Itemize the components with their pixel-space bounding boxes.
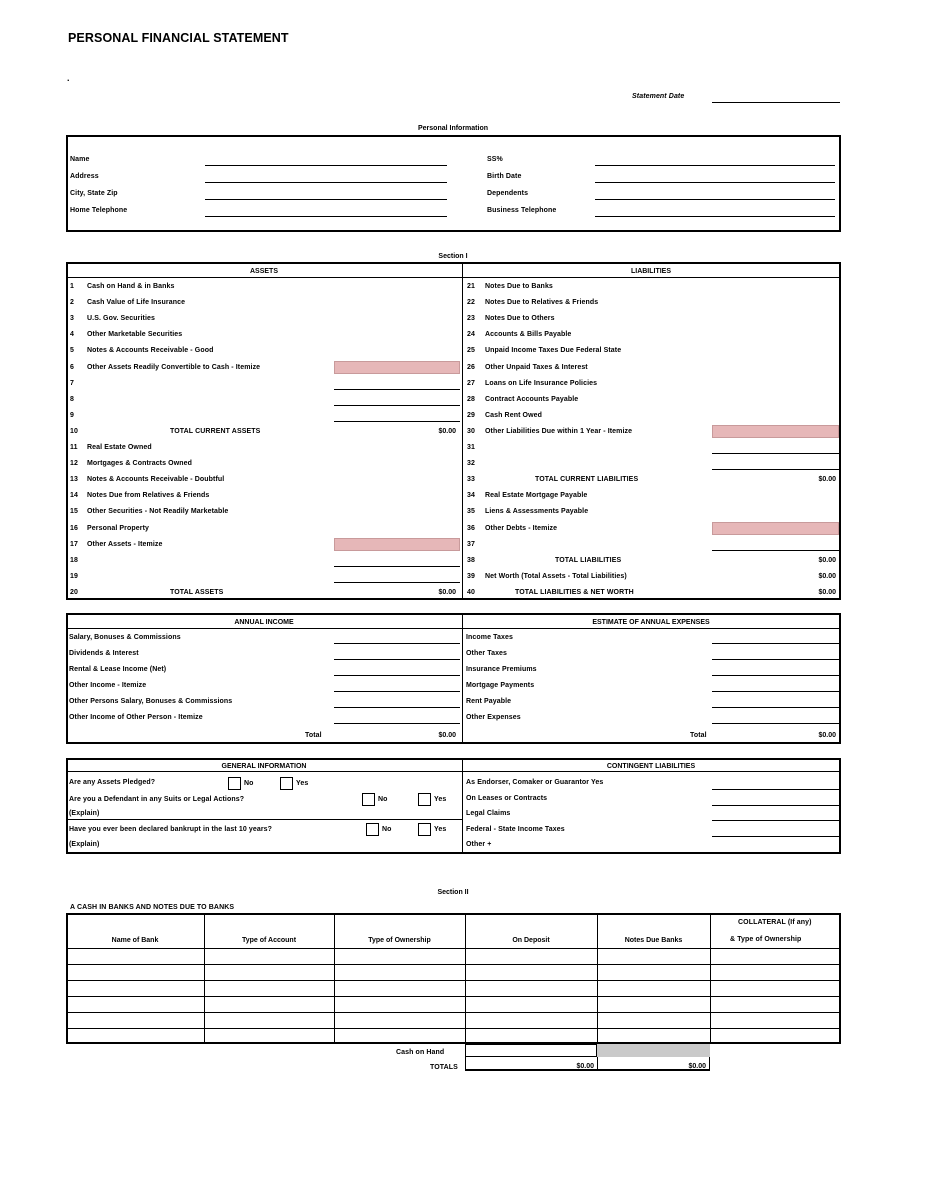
banks-cell[interactable] (335, 981, 464, 995)
asset-row-number: 3 (70, 315, 74, 322)
banks-cell[interactable] (205, 1029, 333, 1043)
banks-cell[interactable] (205, 981, 333, 995)
section-2-subtitle: A CASH IN BANKS AND NOTES DUE TO BANKS (70, 904, 235, 911)
income-header-rule (66, 628, 841, 629)
asset-row-number: 19 (70, 573, 78, 580)
banks-cell[interactable] (598, 1029, 709, 1043)
income-item-label: Other Persons Salary, Bonuses & Commissions (69, 698, 233, 705)
banks-cell[interactable] (466, 949, 596, 963)
asset-row-label: TOTAL ASSETS (170, 589, 224, 596)
asset-row-label: Other Marketable Securities (87, 331, 183, 338)
personal-left-label: Home Telephone (70, 207, 128, 214)
liability-row-label: Net Worth (Total Assets - Total Liabilities) (485, 573, 627, 580)
personal-right-label: SS% (487, 156, 503, 163)
personal-left-field[interactable] (205, 216, 447, 217)
bankrupt-no-label: No (382, 826, 392, 833)
liability-row-label: Other Liabilities Due within 1 Year - Itemize (485, 428, 633, 435)
banks-cell[interactable] (67, 965, 203, 979)
q-assets-pledged: Are any Assets Pledged? (69, 779, 156, 786)
general-rule-1 (66, 819, 462, 820)
collateral-header-2: & Type of Ownership (730, 936, 802, 943)
banks-cell[interactable] (711, 997, 840, 1011)
total-liab-networth-value: $0.00 (818, 589, 836, 596)
asset-row-label: Notes Due from Relatives & Friends (87, 492, 210, 499)
annual-income-header: ANNUAL INCOME (234, 619, 294, 626)
banks-col-header: Type of Ownership (368, 937, 431, 944)
totals-label: TOTALS (430, 1064, 458, 1071)
total-liabilities-value: $0.00 (818, 557, 836, 564)
liability-row-number: 26 (467, 364, 475, 371)
asset-row-label: Other Assets - Itemize (87, 541, 163, 548)
asset-row-number: 5 (70, 347, 74, 354)
defendant-yes-label: Yes (434, 796, 447, 803)
asset-row-number: 10 (70, 428, 78, 435)
personal-right-label: Business Telephone (487, 207, 557, 214)
asset-row-number: 15 (70, 508, 78, 515)
banks-cell[interactable] (711, 965, 840, 979)
total-assets-value: $0.00 (438, 589, 456, 596)
banks-cell[interactable] (598, 965, 709, 979)
personal-right-field[interactable] (595, 165, 835, 166)
liability-row-label: Contract Accounts Payable (485, 396, 579, 403)
banks-cell[interactable] (67, 997, 203, 1011)
liability-row-number: 28 (467, 396, 475, 403)
pledged-no-checkbox[interactable] (228, 777, 241, 790)
asset-row-number: 8 (70, 396, 74, 403)
total-notes-due-banks: $0.00 (688, 1063, 706, 1070)
banks-cell[interactable] (466, 965, 596, 979)
banks-cell[interactable] (67, 1013, 203, 1027)
banks-cell[interactable] (466, 997, 596, 1011)
section-2-title: Section II (437, 889, 469, 896)
banks-cell[interactable] (335, 965, 464, 979)
liability-value-line[interactable] (712, 469, 839, 470)
liability-row-number: 34 (467, 492, 475, 499)
banks-col-header: Notes Due Banks (624, 937, 683, 944)
personal-right-field[interactable] (595, 216, 835, 217)
banks-cell[interactable] (335, 997, 464, 1011)
asset-value-line[interactable] (334, 405, 460, 406)
banks-cell[interactable] (711, 1029, 840, 1043)
totals-divider (597, 1057, 598, 1071)
liability-row-number: 25 (467, 347, 475, 354)
asset-row-label: Notes & Accounts Receivable - Doubtful (87, 476, 225, 483)
liability-row-label: TOTAL CURRENT LIABILITIES (535, 476, 639, 483)
liability-row-number: 24 (467, 331, 475, 338)
asset-row-number: 7 (70, 380, 74, 387)
statement-date-field[interactable] (712, 102, 840, 103)
liability-row-number: 37 (467, 541, 475, 548)
income-total-value: $0.00 (438, 732, 456, 739)
liability-row-label: Unpaid Income Taxes Due Federal State (485, 347, 622, 354)
section-1-title: Section I (438, 253, 468, 260)
banks-cell[interactable] (67, 949, 203, 963)
asset-row-label: Other Securities - Not Readily Marketable (87, 508, 229, 515)
banks-col-header: Name of Bank (111, 937, 159, 944)
personal-right-label: Dependents (487, 190, 529, 197)
income-item-label: Dividends & Interest (69, 650, 139, 657)
expense-item-label: Insurance Premiums (466, 666, 537, 673)
asset-row-label: Cash Value of Life Insurance (87, 299, 186, 306)
expense-item-label: Income Taxes (466, 634, 513, 641)
total-current-assets-value: $0.00 (438, 428, 456, 435)
income-item-field[interactable] (334, 691, 460, 692)
liability-row-label: Loans on Life Insurance Policies (485, 380, 598, 387)
stray-mark: . (67, 73, 70, 83)
banks-cell[interactable] (598, 1013, 709, 1027)
liability-row-number: 38 (467, 557, 475, 564)
liability-30-input[interactable] (712, 425, 839, 438)
contingent-item-field[interactable] (712, 805, 839, 806)
net-worth-value: $0.00 (818, 573, 836, 580)
total-current-liabilities-value: $0.00 (818, 476, 836, 483)
liability-row-number: 31 (467, 444, 475, 451)
liability-row-number: 36 (467, 525, 475, 532)
banks-cell[interactable] (466, 981, 596, 995)
asset-row-label: TOTAL CURRENT ASSETS (170, 428, 261, 435)
income-item-field[interactable] (334, 675, 460, 676)
asset-row-number: 4 (70, 331, 74, 338)
liability-row-number: 35 (467, 508, 475, 515)
contingent-item-field[interactable] (712, 820, 839, 821)
q-defendant: Are you a Defendant in any Suits or Legal Actions? (69, 796, 245, 803)
income-item-field[interactable] (334, 643, 460, 644)
banks-cell[interactable] (67, 981, 203, 995)
personal-left-field[interactable] (205, 182, 447, 183)
general-info-header: GENERAL INFORMATION (221, 763, 307, 770)
contingent-item-label: As Endorser, Comaker or Guarantor Yes (466, 779, 604, 786)
personal-right-field[interactable] (595, 199, 835, 200)
banks-cell[interactable] (598, 949, 709, 963)
banks-cell[interactable] (205, 965, 333, 979)
liability-row-number: 33 (467, 476, 475, 483)
expense-item-label: Rent Payable (466, 698, 512, 705)
defendant-no-label: No (378, 796, 388, 803)
personal-left-label: Address (70, 173, 99, 180)
cash-on-hand-label: Cash on Hand (396, 1049, 445, 1056)
asset-value-line[interactable] (334, 566, 460, 567)
banks-col-header: Type of Account (241, 937, 297, 944)
asset-17-input[interactable] (334, 538, 460, 551)
liability-row-label: Notes Due to Banks (485, 283, 553, 290)
personal-left-label: City, State Zip (70, 190, 118, 197)
asset-row-number: 14 (70, 492, 78, 499)
contingent-item-label: Legal Claims (466, 810, 511, 817)
document-title: PERSONAL FINANCIAL STATEMENT (68, 31, 289, 45)
general-header-rule (66, 771, 841, 772)
banks-cell[interactable] (466, 1013, 596, 1027)
bankrupt-yes-checkbox[interactable] (418, 823, 431, 836)
asset-row-number: 2 (70, 299, 74, 306)
asset-row-number: 9 (70, 412, 74, 419)
asset-value-line[interactable] (334, 421, 460, 422)
liability-row-label: TOTAL LIABILITIES (555, 557, 622, 564)
income-item-label: Rental & Lease Income (Net) (69, 666, 167, 673)
asset-row-number: 13 (70, 476, 78, 483)
personal-info-box (66, 135, 841, 232)
income-item-field[interactable] (334, 707, 460, 708)
liability-row-number: 22 (467, 299, 475, 306)
personal-left-label: Name (70, 156, 90, 163)
expense-item-field[interactable] (712, 707, 839, 708)
general-contingent-box (66, 758, 841, 854)
annual-expenses-header: ESTIMATE OF ANNUAL EXPENSES (592, 619, 710, 626)
section-1-header-rule (66, 277, 841, 278)
banks-cell[interactable] (598, 997, 709, 1011)
asset-row-label: Mortgages & Contracts Owned (87, 460, 192, 467)
asset-row-label: Real Estate Owned (87, 444, 152, 451)
asset-row-number: 20 (70, 589, 78, 596)
banks-cell[interactable] (335, 949, 464, 963)
contingent-item-label: On Leases or Contracts (466, 795, 548, 802)
contingent-item-field[interactable] (712, 789, 839, 790)
bankrupt-yes-label: Yes (434, 826, 447, 833)
liability-row-label: Other Unpaid Taxes & Interest (485, 364, 588, 371)
liability-row-label: Notes Due to Relatives & Friends (485, 299, 599, 306)
liability-row-label: Cash Rent Owed (485, 412, 543, 419)
liability-row-label: Real Estate Mortgage Payable (485, 492, 588, 499)
expense-item-label: Other Expenses (466, 714, 521, 721)
asset-row-number: 6 (70, 364, 74, 371)
income-expenses-box (66, 613, 841, 744)
liability-row-label: TOTAL LIABILITIES & NET WORTH (515, 589, 634, 596)
expenses-total-label: Total (690, 732, 707, 739)
income-item-field[interactable] (334, 723, 460, 724)
banks-cell[interactable] (335, 1013, 464, 1027)
asset-row-label: Cash on Hand & in Banks (87, 283, 175, 290)
liability-row-label: Other Debts - Itemize (485, 525, 558, 532)
bankrupt-explain: (Explain) (69, 841, 100, 848)
personal-info-header: Personal Information (417, 125, 488, 132)
total-on-deposit: $0.00 (576, 1063, 594, 1070)
banks-cell[interactable] (205, 949, 333, 963)
asset-row-number: 11 (70, 444, 78, 451)
expense-item-field[interactable] (712, 659, 839, 660)
banks-cell[interactable] (598, 981, 709, 995)
defendant-yes-checkbox[interactable] (418, 793, 431, 806)
income-item-label: Other Income of Other Person - Itemize (69, 714, 203, 721)
expenses-total-value: $0.00 (818, 732, 836, 739)
general-contingent-divider (462, 758, 463, 854)
asset-row-number: 18 (70, 557, 78, 564)
asset-6-input[interactable] (334, 361, 460, 374)
liability-row-number: 27 (467, 380, 475, 387)
section-1-divider (462, 262, 463, 600)
contingent-item-label: Federal - State Income Taxes (466, 826, 565, 833)
liability-value-line[interactable] (712, 453, 839, 454)
cash-on-hand-notes-shaded (597, 1044, 710, 1057)
banks-cell[interactable] (205, 997, 333, 1011)
asset-value-line[interactable] (334, 582, 460, 583)
liability-row-label: Notes Due to Others (485, 315, 555, 322)
personal-right-label: Birth Date (487, 173, 522, 180)
assets-header: ASSETS (249, 268, 278, 275)
liability-row-number: 29 (467, 412, 475, 419)
liability-row-label: Liens & Assessments Payable (485, 508, 589, 515)
statement-date-label: Statement Date (632, 93, 685, 100)
banks-cell[interactable] (711, 981, 840, 995)
liability-row-number: 23 (467, 315, 475, 322)
income-total-label: Total (305, 732, 322, 739)
liability-row-number: 30 (467, 428, 475, 435)
contingent-item-field[interactable] (712, 836, 839, 837)
liability-value-line[interactable] (712, 550, 839, 551)
liability-row-number: 32 (467, 460, 475, 467)
personal-left-field[interactable] (205, 165, 447, 166)
liability-row-label: Accounts & Bills Payable (485, 331, 572, 338)
liability-row-number: 21 (467, 283, 475, 290)
asset-row-number: 12 (70, 460, 78, 467)
income-item-label: Salary, Bonuses & Commissions (69, 634, 181, 641)
asset-row-label: U.S. Gov. Securities (87, 315, 156, 322)
defendant-explain: (Explain) (69, 810, 100, 817)
banks-cell[interactable] (67, 1029, 203, 1043)
contingent-item-label: Other + (466, 841, 492, 848)
expense-item-label: Mortgage Payments (466, 682, 535, 689)
asset-value-line[interactable] (334, 389, 460, 390)
expense-item-field[interactable] (712, 643, 839, 644)
expense-item-field[interactable] (712, 723, 839, 724)
liabilities-header: LIABILITIES (630, 268, 672, 275)
liability-row-number: 39 (467, 573, 475, 580)
cash-on-hand-field[interactable] (465, 1044, 597, 1057)
pledged-yes-label: Yes (296, 780, 309, 787)
personal-right-field[interactable] (595, 182, 835, 183)
banks-cell[interactable] (711, 949, 840, 963)
banks-cell[interactable] (711, 1013, 840, 1027)
q-bankrupt: Have you ever been declared bankrupt in the last 10 years? (69, 826, 273, 833)
asset-row-number: 17 (70, 541, 78, 548)
contingent-liabilities-header: CONTINGENT LIABILITIES (606, 763, 696, 770)
expense-item-label: Other Taxes (466, 650, 508, 657)
income-item-label: Other Income - Itemize (69, 682, 147, 689)
personal-left-field[interactable] (205, 199, 447, 200)
liability-row-number: 40 (467, 589, 475, 596)
collateral-header-1: COLLATERAL (If any) (738, 919, 812, 926)
asset-row-number: 16 (70, 525, 78, 532)
banks-cell[interactable] (466, 1029, 596, 1043)
asset-row-number: 1 (70, 283, 74, 290)
banks-col-header: On Deposit (512, 937, 550, 944)
banks-cell[interactable] (335, 1029, 464, 1043)
banks-cell[interactable] (205, 1013, 333, 1027)
income-expenses-divider (462, 613, 463, 744)
defendant-no-checkbox[interactable] (362, 793, 375, 806)
asset-row-label: Notes & Accounts Receivable - Good (87, 347, 214, 354)
asset-row-label: Personal Property (87, 525, 149, 532)
expense-item-field[interactable] (712, 691, 839, 692)
pledged-yes-checkbox[interactable] (280, 777, 293, 790)
pledged-no-label: No (244, 780, 254, 787)
liability-36-input[interactable] (712, 522, 839, 535)
income-item-field[interactable] (334, 659, 460, 660)
bankrupt-no-checkbox[interactable] (366, 823, 379, 836)
expense-item-field[interactable] (712, 675, 839, 676)
asset-row-label: Other Assets Readily Convertible to Cash - Itemize (87, 364, 261, 371)
